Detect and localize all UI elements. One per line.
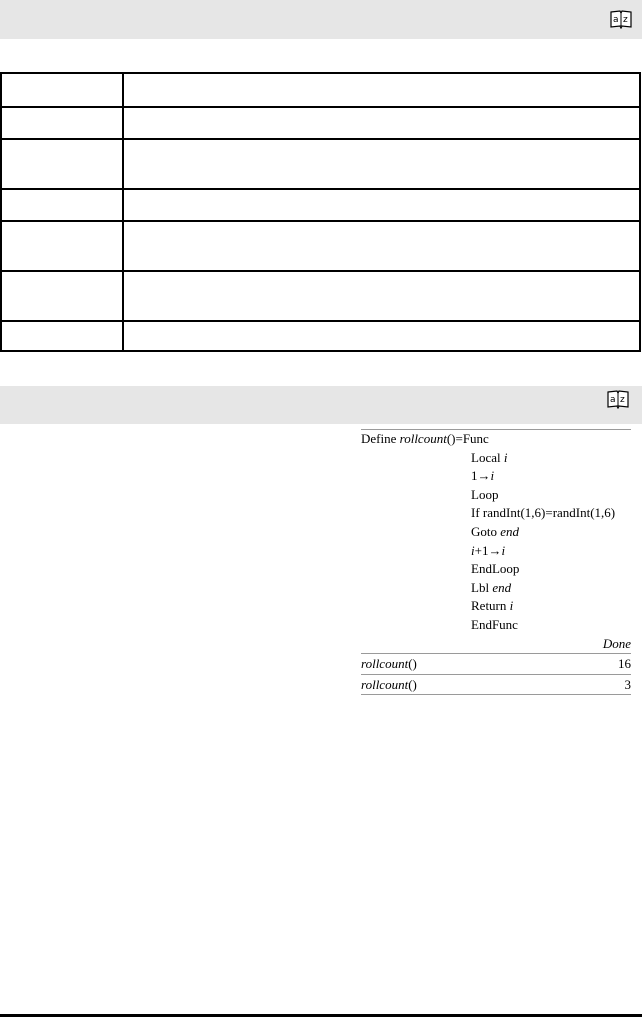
result-value: 3	[624, 676, 631, 692]
table-row	[1, 271, 640, 321]
code-line: Local i	[471, 449, 508, 465]
table-row	[1, 73, 640, 107]
result-value: 16	[618, 656, 631, 672]
define-line: Define rollcount()=Func	[361, 431, 489, 446]
result-done: Done	[602, 635, 631, 651]
table-row	[1, 321, 640, 351]
code-line: If randInt(1,6)=randInt(1,6)	[471, 505, 616, 521]
parameter-table	[0, 72, 641, 352]
svg-text:a: a	[610, 395, 616, 405]
code-line: i+1→i	[471, 542, 506, 558]
code-line: EndFunc	[471, 616, 518, 632]
table-row	[1, 107, 640, 139]
history-entry: rollcount() 16	[361, 653, 631, 674]
svg-text:z: z	[620, 395, 625, 405]
code-line: 1→i	[471, 468, 495, 484]
code-line: Lbl end	[471, 579, 512, 595]
code-line: Return i	[471, 598, 514, 614]
svg-text:a: a	[613, 15, 619, 25]
table-row	[1, 221, 640, 271]
code-line: Loop	[471, 486, 499, 502]
header-bar	[0, 0, 642, 39]
catalog-book-icon	[607, 389, 629, 409]
calculator-history	[361, 430, 631, 695]
table-row	[1, 189, 640, 221]
code-line: EndLoop	[471, 561, 520, 577]
calc-bottom-border	[361, 694, 631, 695]
history-entry: rollcount() 3	[361, 674, 631, 695]
svg-text:z: z	[623, 15, 628, 25]
catalog-book-icon	[610, 9, 632, 29]
code-line: Goto end	[471, 523, 520, 539]
header-bar	[0, 386, 642, 424]
table-row	[1, 139, 640, 189]
footer-rule	[0, 1014, 642, 1017]
